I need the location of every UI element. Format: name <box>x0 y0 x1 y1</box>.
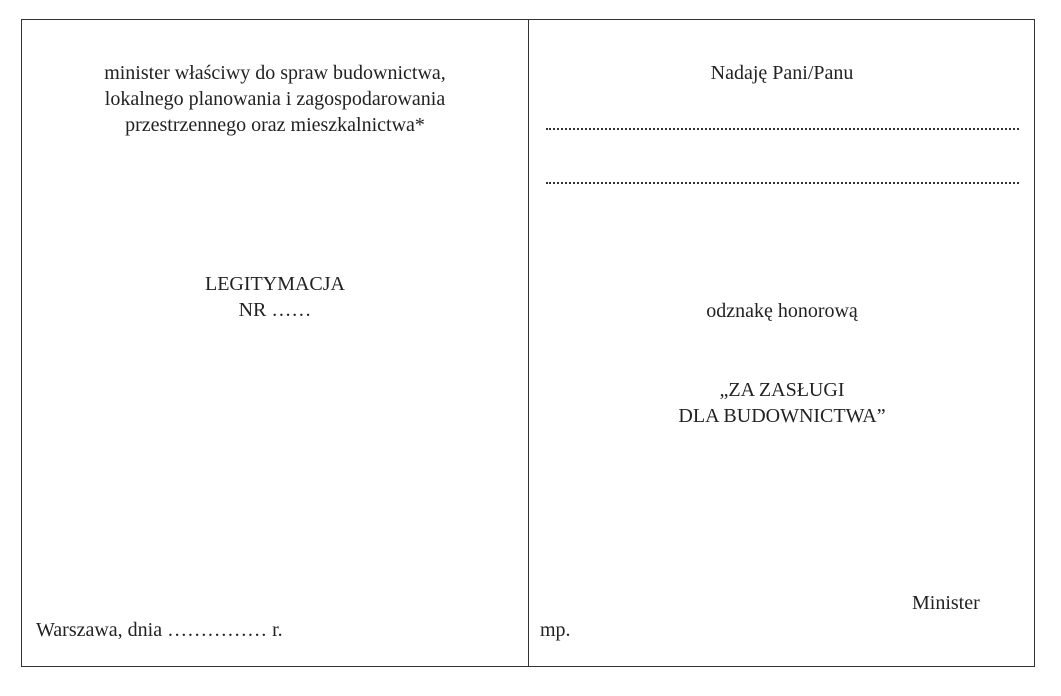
recipient-name-line-1 <box>546 128 1019 130</box>
page-divider <box>528 20 529 666</box>
certificate-card <box>21 19 1035 667</box>
grant-text: Nadaję Pani/Panu <box>710 62 854 84</box>
seal-mark: mp. <box>540 619 571 641</box>
recipient-name-line-2 <box>546 182 1019 184</box>
issuer-line-1: minister właściwy do spraw budownictwa, <box>104 62 446 84</box>
issuer-line-2: lokalnego planowania i zagospodarowania <box>104 88 446 110</box>
issuer-line-3: przestrzennego oraz mieszkalnictwa* <box>125 114 425 136</box>
signatory-label: Minister <box>912 592 980 614</box>
badge-text: odznakę honorową <box>706 300 858 322</box>
badge-name-line-1: „ZA ZASŁUGI <box>719 379 845 401</box>
badge-name-line-2: DLA BUDOWNICTWA” <box>678 405 886 427</box>
left-panel <box>22 20 528 666</box>
right-panel <box>530 20 1034 666</box>
document-number: NR …… <box>238 299 312 321</box>
document-title: LEGITYMACJA <box>205 273 345 295</box>
place-date-line: Warszawa, dnia …………… r. <box>36 619 283 641</box>
